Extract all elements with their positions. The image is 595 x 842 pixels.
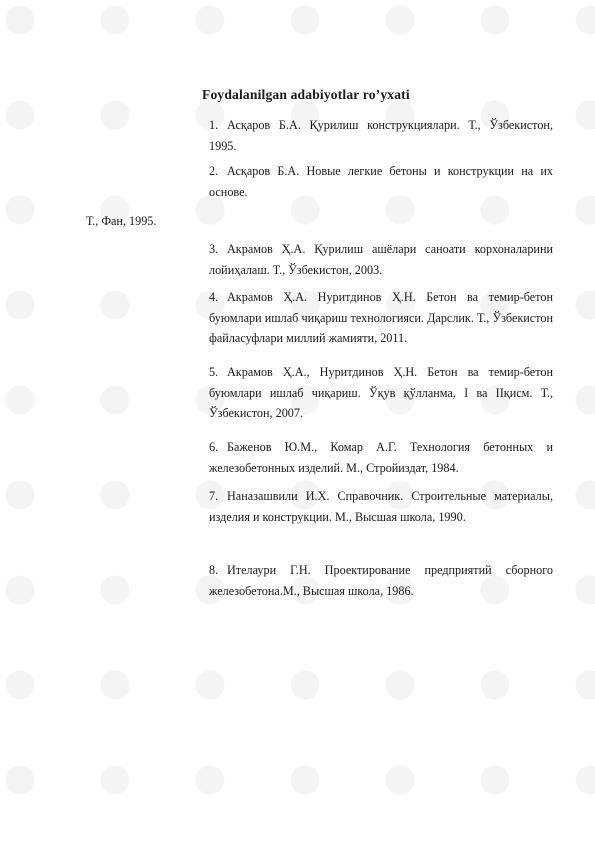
reference-item [209,239,553,280]
reference-number: 4. [209,290,219,304]
reference-text: Акрамов Ҳ.А., Нуритдинов Ҳ.Н. Бетон ва темир-бетон буюмлари ишлаб чиқариш. Ўқув қўлланма, I ва IIқисм. Т., Ўзбекистон, 2007. [209,365,553,420]
reference-text: Асқаров Б.А. Новые легкие бетоны и конструкции на их основе. [209,164,553,199]
reference-number: 5. [209,365,219,379]
reference-text: Баженов Ю.М., Комар А.Г. Технология бетонных и железобетонных изделий. М., Стройиздат, 1984. [209,440,553,475]
page-title: Foydalanilgan adabiyotlar ro’yxati [202,87,410,102]
reference-number: 8. [209,563,219,577]
reference-text: Акрамов Ҳ.А. Қурилиш ашёлари саноати корхоналарини лойиҳалаш. Т., Ўзбекистон, 2003. [209,242,553,277]
reference-text: Акрамов Ҳ.А. Нуритдинов Ҳ.Н. Бетон ва темир-бетон буюмлари ишлаб чиқариш технологияси. Дарслик. Т., Ўзбекистон файласуфлари миллий жамияти, 2011. [209,290,553,345]
reference-number: 3. [209,242,219,256]
reference-text: Наназашвили И.Х. Справочник. Строительные материалы, изделия и конструкции. М., Высшая школа, 1990. [209,489,553,524]
reference-number: 6. [209,440,219,454]
reference-number: 1. [209,118,219,132]
reference-item [209,115,553,156]
reference-item [209,560,553,601]
reference-item [209,486,553,527]
reference-item [209,437,553,478]
reference-text: Ителаури Г.Н. Проектирование предприятий сборного железобетона.М., Высшая школа, 1986. [209,563,553,598]
reference-item [209,362,553,424]
reference-continuation: Т., Фан, 1995. [86,214,157,228]
reference-number: 2. [209,164,219,178]
reference-item [209,287,553,349]
reference-item [209,161,553,202]
reference-text: Асқаров Б.А. Қурилиш конструкциялари. Т., Ўзбекистон, 1995. [209,118,553,153]
reference-number: 7. [209,489,219,503]
